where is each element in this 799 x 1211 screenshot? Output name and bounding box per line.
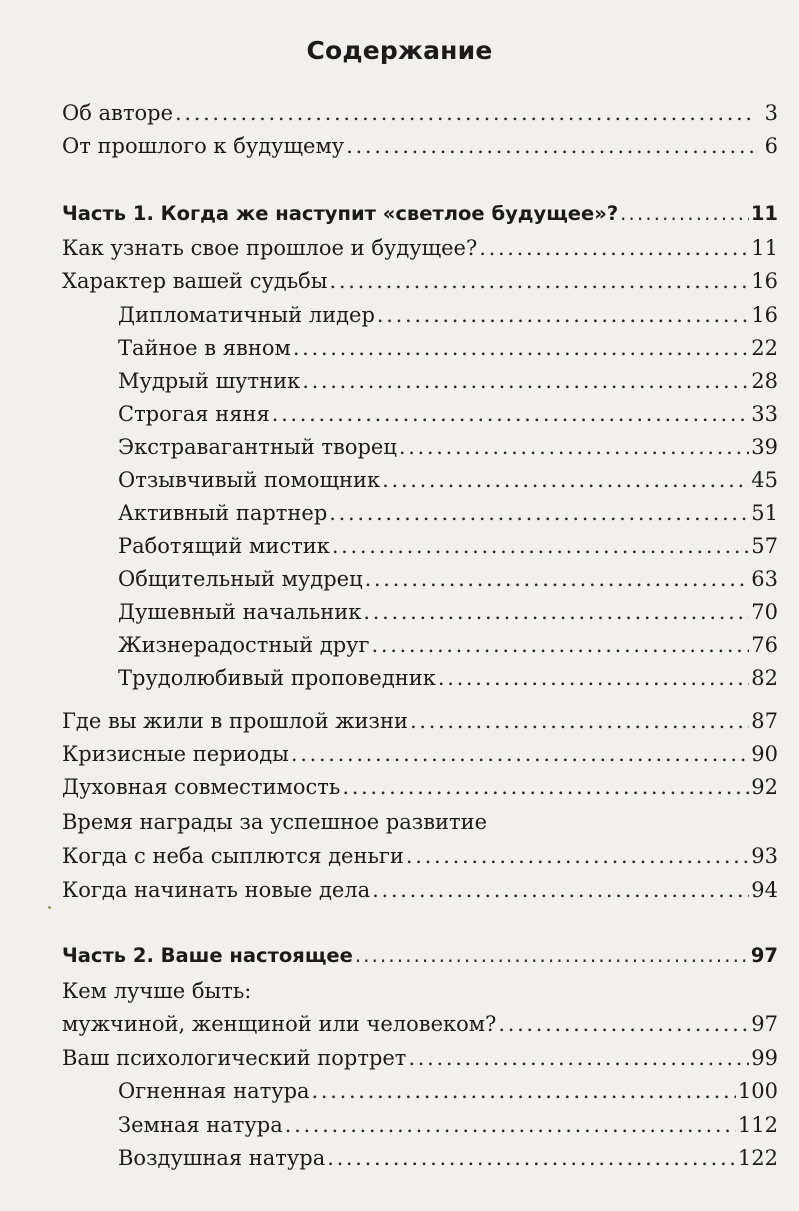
toc-entry [62,98,778,128]
toc-page-number: 76 [751,633,778,657]
toc-page-number: 122 [737,1146,778,1170]
toc-entry [62,1043,778,1073]
toc-entry-label: Об авторе [62,101,174,125]
toc-entry-label: мужчиной, женщиной или человеком? [62,1012,497,1036]
toc-entry-label: Духовная совместимость [62,775,341,799]
toc-subentry [118,399,778,429]
toc-dot-leader [346,131,754,161]
toc-subentry [118,663,778,693]
toc-entry-label: Где вы жили в прошлой жизни [62,709,408,733]
page-title: Содержание [306,36,493,65]
toc-part-heading [62,199,778,229]
toc-page-number: 22 [751,336,778,360]
toc-page-number: 6 [764,134,778,158]
toc-dot-leader [312,1076,736,1106]
toc-page-number: 94 [751,878,778,902]
toc-entry-label: Общительный мудрец [118,567,363,591]
toc-dot-leader [372,630,750,660]
toc-entry [62,131,778,161]
toc-subentry [118,597,778,627]
toc-entry-label: Земная натура [118,1113,283,1137]
toc-entry-label: Мудрый шутник [118,369,301,393]
toc-entry [62,706,778,736]
toc-dot-leader [175,98,754,128]
toc-dot-leader [332,531,749,561]
toc-entry-label: Активный партнер [118,501,328,525]
toc-dot-leader [498,1009,749,1039]
toc-dot-leader [355,941,749,971]
toc-entry-label: Трудолюбивый проповедник [118,666,436,690]
toc-dot-leader [410,706,749,736]
toc-entry-label: Работящий мистик [118,534,330,558]
toc-dot-leader [293,333,749,363]
toc-entry-label: Душевный начальник [118,600,362,624]
toc-entry-label: Воздушная натура [118,1146,326,1170]
toc-dot-leader [330,266,750,296]
toc-dot-leader [399,432,749,462]
toc-dot-leader [329,498,749,528]
toc-page-number: 70 [751,600,778,624]
toc-dot-leader [372,875,749,905]
toc-entry-label: Отзывчивый помощник [118,468,381,492]
toc-dot-leader [327,1143,736,1173]
toc-entry [62,266,778,296]
toc-page-number: 45 [751,468,778,492]
toc-page-number: 16 [751,303,778,327]
toc-entry-label: Часть 2. Ваше настоящее [62,944,353,967]
toc-entry-label: Когда с неба сыплются деньги [62,844,404,868]
toc-subentry [118,333,778,363]
toc-dot-leader [382,465,749,495]
toc-subentry [118,366,778,396]
toc-entry [62,841,778,871]
toc-entry [62,875,778,905]
toc-subentry [118,564,778,594]
toc-page-number: 99 [751,1046,778,1070]
toc-page-number: 57 [751,534,778,558]
toc-page-number: 82 [751,666,778,690]
toc-subentry [118,465,778,495]
toc-entry [62,1009,778,1039]
toc-page-number: 97 [751,1012,778,1036]
toc-page-number: 63 [751,567,778,591]
toc-dot-leader [408,1043,749,1073]
toc-dot-leader [285,1110,736,1140]
toc-entry-label: Часть 1. Когда же наступит «светлое будущее»? [62,202,619,225]
toc-entry-label: Характер вашей судьбы [62,269,328,293]
toc-entry [62,772,778,802]
toc-dot-leader [272,399,750,429]
toc-page-number: 93 [751,844,778,868]
toc-page-number: 11 [751,236,778,260]
toc-entry-label: Кризисные периоды [62,742,289,766]
toc-dot-leader [365,564,750,594]
toc-dot-leader [302,366,749,396]
toc-dot-leader [291,739,749,769]
toc-page-number: 100 [737,1079,778,1103]
toc-subentry [118,498,778,528]
toc-entry-label: Как узнать свое прошлое и будущее? [62,236,478,260]
toc-page-number: 16 [751,269,778,293]
toc-page-number: 97 [750,944,778,967]
toc-entry-label: Когда начинать новые дела [62,878,371,902]
toc-dot-leader [363,597,749,627]
toc-page-number: 3 [764,101,778,125]
toc-dot-leader [406,841,749,871]
toc-entry [62,739,778,769]
toc-entry-label: Экстравагантный творец [118,435,397,459]
toc-page-number: 28 [751,369,778,393]
toc-page-number: 87 [751,709,778,733]
toc-entry-label: Строгая няня [118,402,270,426]
toc-page-number: 51 [751,501,778,525]
toc-entry-label: Жизнерадостный друг [118,633,370,657]
toc-dot-leader [377,300,749,330]
toc-subentry [118,432,778,462]
toc-dot-leader [620,199,749,229]
toc-entry [62,976,778,1006]
toc-dot-leader [479,233,749,263]
toc-page-number: 112 [737,1113,778,1137]
toc-entry-label: Тайное в явном [118,336,291,360]
toc-subentry [118,630,778,660]
toc-subentry [118,1143,778,1173]
toc-subentry [118,300,778,330]
toc-dot-leader [438,663,749,693]
toc-page-number: 11 [750,202,778,225]
toc-entry-label: Ваш психологический портрет [62,1046,407,1070]
toc-entry [62,233,778,263]
toc-page-number: 39 [751,435,778,459]
toc-page-number: 92 [751,775,778,799]
toc-subentry [118,531,778,561]
toc-subentry [118,1110,778,1140]
toc-entry [62,807,778,837]
toc-entry-label: Дипломатичный лидер [118,303,375,327]
toc-page-number: 90 [751,742,778,766]
toc-subentry [118,1076,778,1106]
toc-entry-label: Огненная натура [118,1079,310,1103]
toc-entry-label: Время награды за успешное развитие [62,810,488,834]
toc-page-number: 33 [751,402,778,426]
toc-entry-label: Кем лучше быть: [62,979,252,1003]
toc-dot-leader [342,772,749,802]
toc-entry-label: От прошлого к будущему [62,134,345,158]
toc-part-heading [62,941,778,971]
paper-speck [48,906,51,909]
